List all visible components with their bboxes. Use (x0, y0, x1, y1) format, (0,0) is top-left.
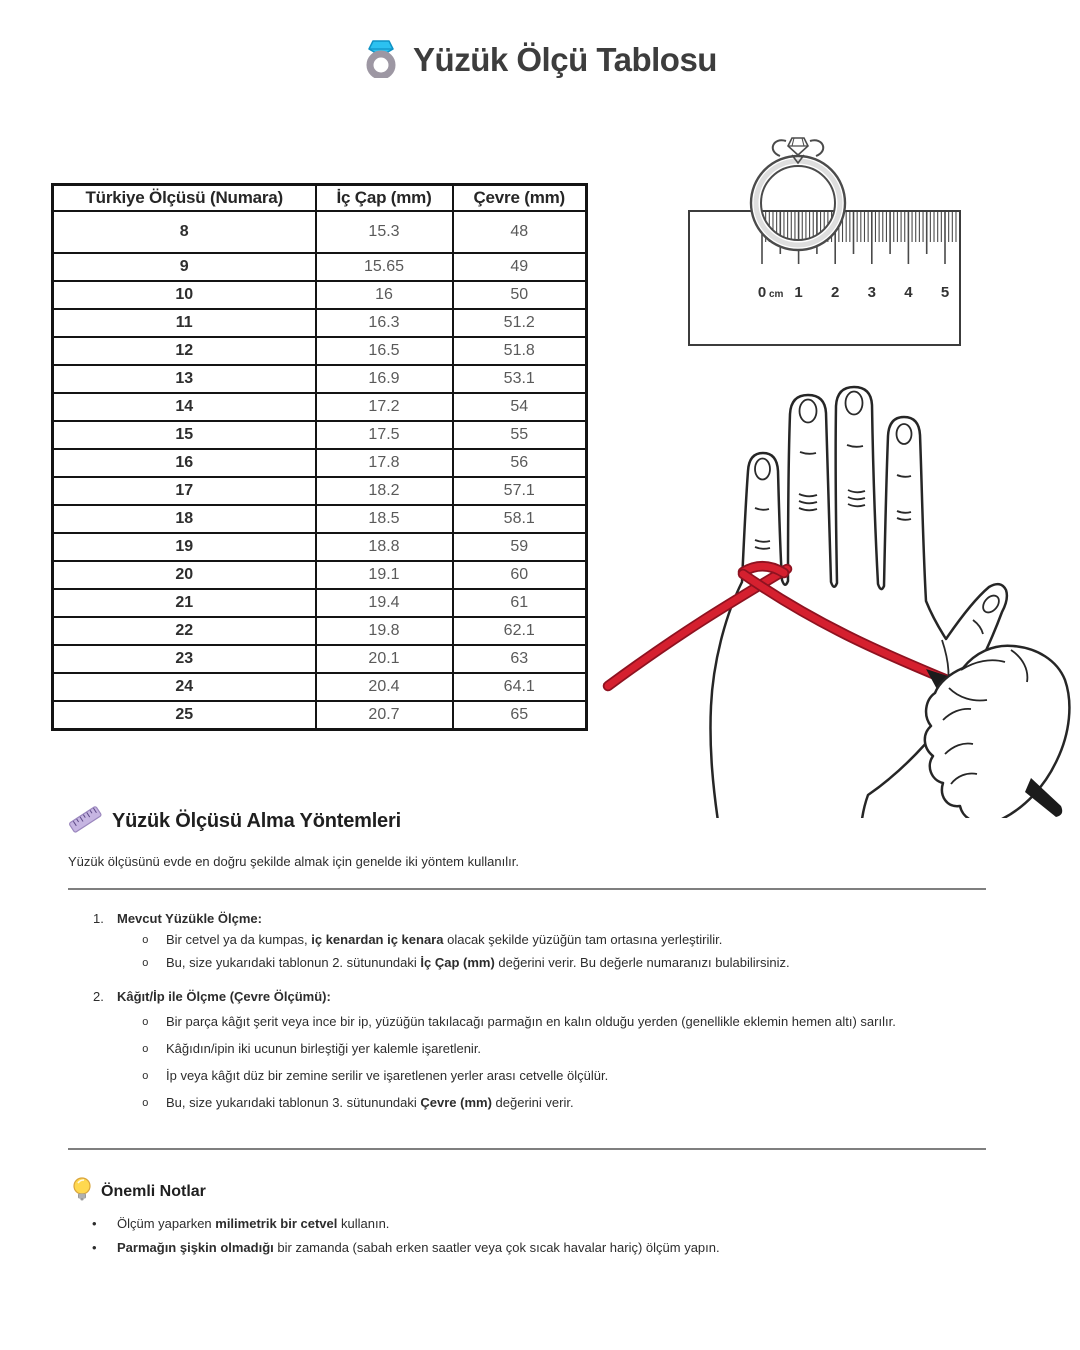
value-cell: 48 (453, 211, 587, 253)
value-cell: 51.2 (453, 309, 587, 337)
ruler-mark-0: 0 (757, 284, 767, 301)
method-bullet (142, 1011, 1018, 1034)
size-number-cell: 17 (53, 477, 316, 505)
size-number-cell: 8 (53, 211, 316, 253)
table-row (53, 561, 587, 589)
table-row (53, 589, 587, 617)
size-number-cell: 15 (53, 421, 316, 449)
value-cell: 51.8 (453, 337, 587, 365)
value-cell: 17.5 (316, 421, 453, 449)
bullet-marker: o (142, 958, 149, 970)
value-cell: 59 (453, 533, 587, 561)
size-number-cell: 18 (53, 505, 316, 533)
page-title: Yüzük Ölçü Tablosu (413, 40, 717, 78)
value-cell: 62.1 (453, 617, 587, 645)
notes-section-header (72, 1176, 206, 1207)
bullet-text (166, 929, 722, 952)
value-cell: 17.8 (316, 449, 453, 477)
table-row (53, 477, 587, 505)
value-cell: 16.5 (316, 337, 453, 365)
note-bullet (92, 1212, 1017, 1236)
table-row (53, 673, 587, 701)
table-row (53, 365, 587, 393)
text-segment: kullanın. (337, 1216, 390, 1231)
size-number-cell: 24 (53, 673, 316, 701)
bullet-marker: o (142, 1017, 149, 1029)
ring-on-ruler-figure (665, 125, 975, 365)
value-cell: 54 (453, 393, 587, 421)
document-header (0, 36, 1080, 83)
bullet-text (166, 952, 790, 975)
notes-heading: Önemli Notlar (101, 1182, 206, 1200)
value-cell: 56 (453, 449, 587, 477)
ruler-icon (68, 804, 102, 839)
list-number: 1. (93, 911, 104, 926)
note-bullet (92, 1236, 1017, 1260)
size-number-cell: 25 (53, 701, 316, 730)
ring-size-table (51, 183, 588, 731)
value-cell: 16 (316, 281, 453, 309)
table-row (53, 505, 587, 533)
table-row (53, 281, 587, 309)
divider (68, 1148, 986, 1150)
text-segment: iç kenardan iç kenara (311, 932, 444, 947)
table-row (53, 253, 587, 281)
column-header-size: Türkiye Ölçüsü (Numara) (53, 185, 316, 212)
text-segment: İç Çap (mm) (420, 955, 495, 970)
table-row (53, 421, 587, 449)
text-segment: Çevre (mm) (420, 1095, 492, 1110)
table-row (53, 645, 587, 673)
value-cell: 60 (453, 561, 587, 589)
ruler-mark-4: 4 (904, 284, 913, 301)
bullet-text (117, 1236, 720, 1260)
value-cell: 58.1 (453, 505, 587, 533)
size-number-cell: 11 (53, 309, 316, 337)
size-number-cell: 20 (53, 561, 316, 589)
method-bullet (142, 952, 1018, 975)
value-cell: 19.4 (316, 589, 453, 617)
bullet-marker: o (142, 1098, 149, 1110)
bullet-text (166, 1011, 896, 1034)
table-row (53, 309, 587, 337)
value-cell: 57.1 (453, 477, 587, 505)
table-row (53, 337, 587, 365)
value-cell: 18.8 (316, 533, 453, 561)
value-cell: 18.5 (316, 505, 453, 533)
value-cell: 20.1 (316, 645, 453, 673)
lightbulb-icon (72, 1176, 92, 1207)
bullet-marker: • (92, 1240, 97, 1255)
table-row (53, 393, 587, 421)
text-segment: İp veya kâğıt düz bir zemine serilir ve işaretlenen yerler arası cetvelle ölçülür. (166, 1068, 609, 1083)
method-item-title: Mevcut Yüzükle Ölçme: (117, 911, 262, 926)
ruler-mark-3: 3 (867, 284, 876, 301)
hand-string-measuring-figure (595, 368, 1075, 823)
method-item-title: Kâğıt/İp ile Ölçme (Çevre Ölçümü): (117, 989, 331, 1004)
text-segment: Ölçüm yaparken (117, 1216, 216, 1231)
method-bullet (142, 1065, 1018, 1088)
column-header-diameter: İç Çap (mm) (316, 185, 453, 212)
value-cell: 15.3 (316, 211, 453, 253)
list-number: 2. (93, 989, 104, 1004)
text-segment: olacak şekilde yüzüğün tam ortasına yerleştirilir. (443, 932, 723, 947)
ruler-mark-2: 2 (831, 284, 840, 301)
methods-intro: Yüzük ölçüsünü evde en doğru şekilde almak için genelde iki yöntem kullanılır. (68, 854, 519, 869)
text-segment: bir zamanda (sabah erken saatler veya çok sıcak havalar hariç) ölçüm yapın. (273, 1240, 720, 1255)
table-header-row (53, 185, 587, 212)
column-header-circumference: Çevre (mm) (453, 185, 587, 212)
value-cell: 15.65 (316, 253, 453, 281)
bullet-text (166, 1038, 481, 1061)
text-segment: Parmağın şişkin olmadığı (117, 1240, 274, 1255)
value-cell: 19.1 (316, 561, 453, 589)
size-number-cell: 21 (53, 589, 316, 617)
method-item (93, 986, 1018, 1115)
text-segment: değerini verir. (491, 1095, 574, 1110)
size-number-cell: 10 (53, 281, 316, 309)
bullet-text (166, 1092, 574, 1115)
value-cell: 16.3 (316, 309, 453, 337)
size-number-cell: 12 (53, 337, 316, 365)
method-bullet (142, 1038, 1018, 1061)
methods-section-header (68, 804, 401, 839)
value-cell: 49 (453, 253, 587, 281)
size-number-cell: 13 (53, 365, 316, 393)
method-bullet (142, 1092, 1018, 1115)
value-cell: 64.1 (453, 673, 587, 701)
bullet-marker: o (142, 935, 149, 947)
text-segment: değerini verir. Bu değerle numaranızı bulabilirsiniz. (494, 955, 790, 970)
text-segment: Kâğıdın/ipin iki ucunun birleştiği yer kalemle işaretlenir. (166, 1041, 482, 1056)
value-cell: 63 (453, 645, 587, 673)
ruler-unit-label: cm (769, 289, 784, 300)
value-cell: 50 (453, 281, 587, 309)
value-cell: 65 (453, 701, 587, 730)
size-number-cell: 16 (53, 449, 316, 477)
bullet-text (117, 1212, 389, 1236)
ring-icon (363, 36, 399, 83)
value-cell: 17.2 (316, 393, 453, 421)
text-segment: milimetrik bir cetvel (215, 1216, 338, 1231)
notes-list (92, 1212, 1017, 1260)
value-cell: 55 (453, 421, 587, 449)
table-row (53, 449, 587, 477)
text-segment: Bir cetvel ya da kumpas, (166, 932, 312, 947)
size-number-cell: 23 (53, 645, 316, 673)
table-row (53, 533, 587, 561)
bullet-marker: • (92, 1216, 97, 1231)
bullet-marker: o (142, 1044, 149, 1056)
method-bullet (142, 929, 1018, 952)
divider (68, 888, 986, 890)
value-cell: 20.4 (316, 673, 453, 701)
methods-list (93, 908, 1018, 1115)
table-row (53, 617, 587, 645)
method-item (93, 908, 1018, 975)
size-number-cell: 14 (53, 393, 316, 421)
size-number-cell: 22 (53, 617, 316, 645)
value-cell: 18.2 (316, 477, 453, 505)
table-row (53, 211, 587, 253)
text-segment: Bir parça kâğıt şerit veya ince bir ip, yüzüğün takılacağı parmağın en kalın olduğu yerden (genellikle eklemin hemen altı) sarılır. (166, 1014, 896, 1029)
ruler-mark-1: 1 (794, 284, 803, 301)
text-segment: Bu, size yukarıdaki tablonun 3. sütunundaki (166, 1095, 421, 1110)
size-number-cell: 19 (53, 533, 316, 561)
text-segment: Bu, size yukarıdaki tablonun 2. sütunundaki (166, 955, 421, 970)
value-cell: 19.8 (316, 617, 453, 645)
size-number-cell: 9 (53, 253, 316, 281)
methods-heading: Yüzük Ölçüsü Alma Yöntemleri (112, 810, 401, 832)
ruler-mark-5: 5 (940, 284, 950, 301)
value-cell: 61 (453, 589, 587, 617)
value-cell: 16.9 (316, 365, 453, 393)
bullet-text (166, 1065, 608, 1088)
value-cell: 53.1 (453, 365, 587, 393)
bullet-marker: o (142, 1071, 149, 1083)
table-row (53, 701, 587, 730)
value-cell: 20.7 (316, 701, 453, 730)
